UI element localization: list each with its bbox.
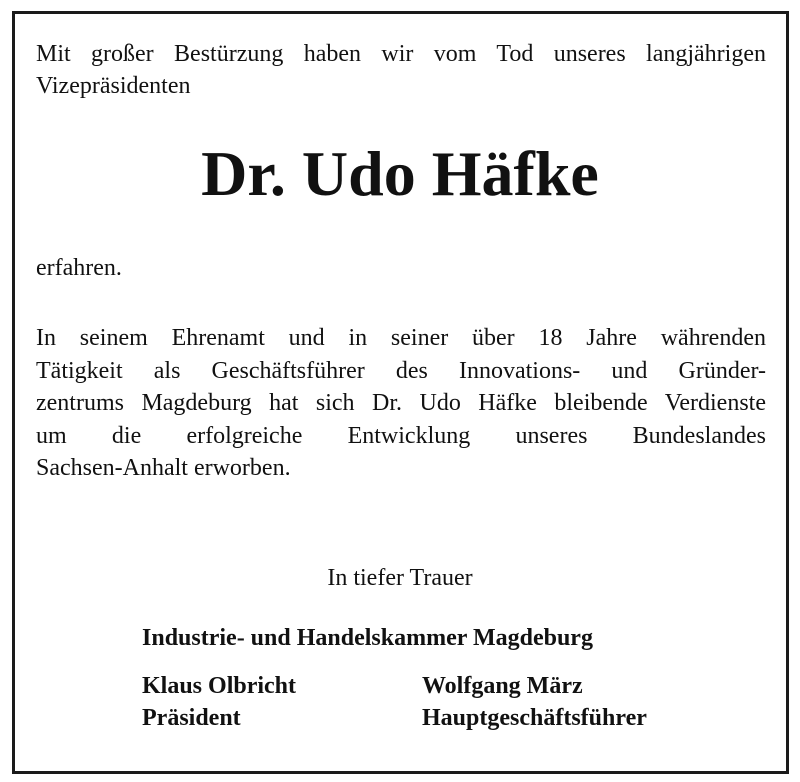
organization-name: Industrie- und Handelskammer Magdeburg [142,625,593,651]
deceased-name: Dr. Udo Häfke [201,138,599,209]
intro-text [36,38,766,102]
signatory-left-title: Präsident [142,705,241,731]
mourning-text: In tiefer Trauer [327,565,473,591]
body-paragraph [36,322,766,485]
body-line-5: Sachsen-Anhalt erworben. [36,455,291,481]
signatory-right-name: Wolfgang März [422,673,583,699]
intro-line-1: Mit großer Bestürzung haben wir vom Tod unseres langjährigen [36,41,766,67]
intro-line-2: Vizepräsidenten [36,73,191,99]
signatory-left-name: Klaus Olbricht [142,673,297,699]
signatory-right-title: Hauptgeschäftsführer [422,705,647,731]
body-line-4: um die erfolgreiche Entwicklung unseres Bundeslandes [36,422,766,449]
body-line-2: Tätigkeit als Geschäftsführer des Innovations- und Gründer- [36,357,766,384]
signatory-right [422,670,647,734]
erfahren-text: erfahren. [36,255,122,281]
body-line-1: In seinem Ehrenamt und in seiner über 18 Jahre währenden [36,325,766,351]
signatory-left [142,670,296,734]
body-line-3: zentrums Magdeburg hat sich Dr. Udo Häfke bleibende Verdienste [36,390,766,416]
